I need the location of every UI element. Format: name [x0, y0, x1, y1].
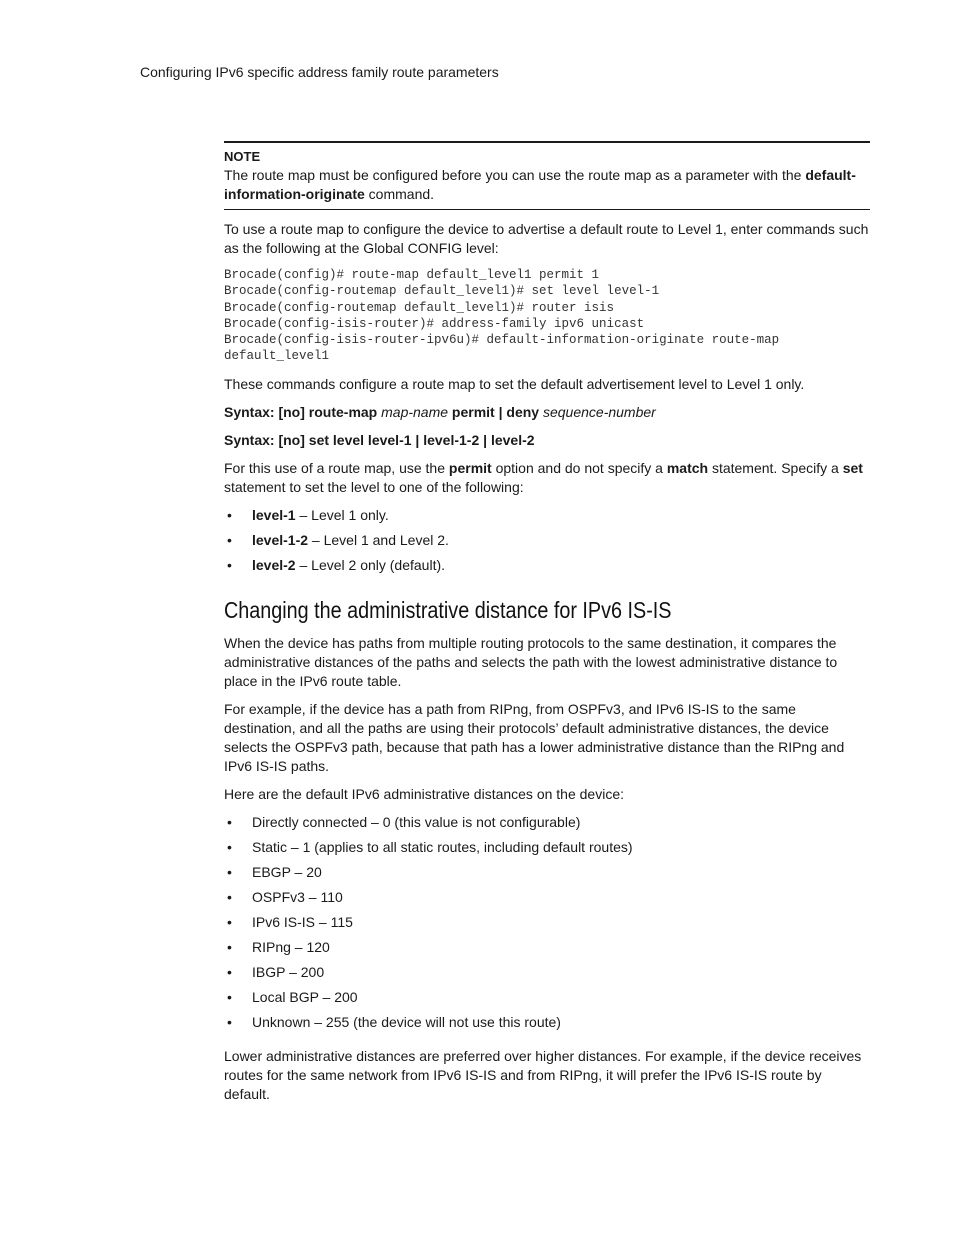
- bullet-icon: •: [227, 938, 232, 955]
- bullet-icon: •: [227, 963, 232, 980]
- code-line: Brocade(config-isis-router-ipv6u)# default-information-originate route-map: [224, 333, 780, 348]
- list-item: • Directly connected – 0 (this value is not configurable): [227, 813, 581, 830]
- closing-paragraph: Lower administrative distances are preferred over higher distances. For example, if the device receives routes for the same network from IPv6 IS-IS and from RIPng, it will prefer the IPv6 IS-IS route by default.: [224, 1047, 862, 1102]
- paragraph: When the device has paths from multiple routing protocols to the same destination, it compares the administrative distances of the paths and selects the path with the lowest administrative distance to place in the IPv6 route table.: [224, 634, 838, 689]
- bullet-icon: •: [227, 1013, 232, 1030]
- bullet-icon: •: [227, 556, 232, 573]
- list-item: • level-1-2 – Level 1 and Level 2.: [227, 531, 449, 548]
- bullet-icon: •: [227, 813, 232, 830]
- list-item: • Unknown – 255 (the device will not use this route): [227, 1013, 561, 1030]
- list-item: • Static – 1 (applies to all static routes, including default routes): [227, 838, 633, 855]
- note-title: NOTE: [224, 149, 261, 164]
- note-command: default-information-originate: [224, 167, 856, 202]
- list-item: • level-1 – Level 1 only.: [227, 506, 389, 523]
- intro-paragraph: To use a route map to configure the device to advertise a default route to Level 1, enter commands such as the following at the Global CONFIG level:: [224, 221, 869, 256]
- note-text: The route map must be configured before you can use the route map as a parameter with the default-information-originate command.: [224, 167, 856, 202]
- distance-list: [224, 813, 870, 1038]
- note-box: [224, 141, 870, 210]
- bullet-icon: •: [227, 913, 232, 930]
- list-item: • IBGP – 200: [227, 963, 325, 980]
- paragraph: Here are the default IPv6 administrative distances on the device:: [224, 785, 624, 802]
- level-list: [224, 506, 870, 581]
- page-content: [224, 141, 870, 1113]
- bullet-icon: •: [227, 888, 232, 905]
- list-item: • OSPFv3 – 110: [227, 888, 343, 905]
- code-block: [224, 267, 870, 365]
- bullet-icon: •: [227, 838, 232, 855]
- code-line: Brocade(config)# route-map default_level1 permit 1: [224, 268, 600, 282]
- bullet-icon: •: [227, 988, 232, 1005]
- bullet-icon: •: [227, 863, 232, 880]
- list-item: • EBGP – 20: [227, 863, 322, 880]
- code-line: Brocade(config-routemap default_level1)# set level level-1: [224, 284, 660, 299]
- section-heading: Changing the administrative distance for IPv6 IS-IS: [224, 596, 672, 623]
- bullet-icon: •: [227, 531, 232, 548]
- running-head: Configuring IPv6 specific address family route parameters: [140, 64, 499, 80]
- code-line: default_level1: [224, 349, 330, 364]
- list-item: • RIPng – 120: [227, 938, 330, 955]
- list-item: • level-2 – Level 2 only (default).: [227, 556, 446, 573]
- bullet-icon: •: [227, 506, 232, 523]
- syntax-route-map: Syntax: [no] route-map map-name permit | deny sequence-number: [224, 403, 656, 420]
- syntax-set-level: Syntax: [no] set level level-1 | level-1-2 | level-2: [224, 431, 535, 448]
- list-item: • IPv6 IS-IS – 115: [227, 913, 353, 930]
- paragraph: For example, if the device has a path from RIPng, from OSPFv3, and IPv6 IS-IS to the same destination, and all the paths are using their protocols’ default administrative distances, the device selects the OSPFv3 path, because that path has a lower administrative distance than the RIPng and IPv6 IS-IS paths.: [224, 700, 845, 774]
- route-map-use-paragraph: For this use of a route map, use the permit option and do not specify a match statement. Specify a set statement to set the level to one of the following:: [224, 459, 863, 495]
- code-line: Brocade(config-isis-router)# address-family ipv6 unicast: [224, 316, 645, 331]
- after-code-paragraph: These commands configure a route map to set the default advertisement level to Level 1 only.: [224, 375, 805, 392]
- code-line: Brocade(config-routemap default_level1)# router isis: [224, 300, 615, 315]
- list-item: • Local BGP – 200: [227, 988, 358, 1005]
